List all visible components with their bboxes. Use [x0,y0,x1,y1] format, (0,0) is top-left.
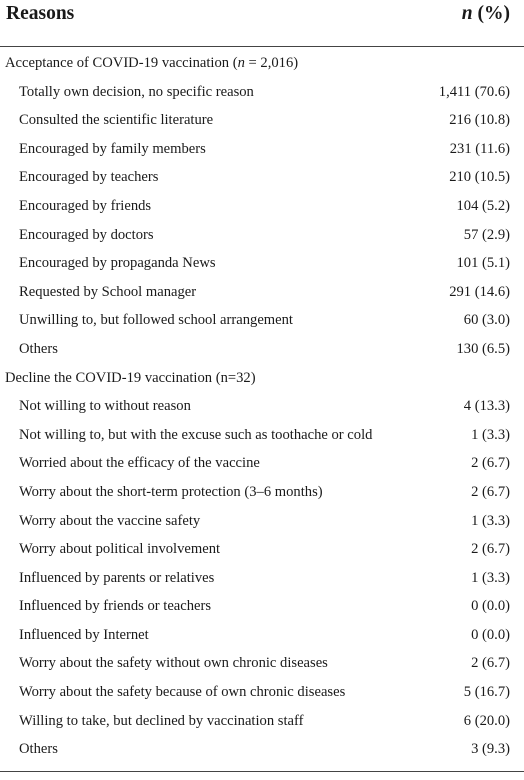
row-value: 0 (0.0) [471,626,510,643]
acceptance-title-suffix: = 2,016) [244,55,299,71]
table-header [0,0,524,47]
row-value: 291 (14.6) [449,283,510,300]
row-label: Not willing to, but with the excuse such as toothache or cold [19,426,373,443]
row-label: Others [19,340,58,357]
table-row [0,449,524,478]
row-value: 130 (6.5) [456,340,510,357]
row-label: Others [19,741,58,758]
row-value: 1,411 (70.6) [438,83,510,100]
row-label: Worry about political involvement [19,541,221,558]
row-value: 2 (6.7) [471,655,510,672]
table-row [0,249,524,278]
row-value: 1 (3.3) [471,426,510,443]
decline-group-header [0,364,524,393]
table-row [0,678,524,707]
table-body [0,49,524,764]
table-row [0,535,524,564]
table-bottom-rule [0,771,524,772]
table-row [0,192,524,221]
row-value: 2 (6.7) [471,541,510,558]
row-value: 1 (3.3) [471,569,510,586]
row-label: Not willing to without reason [19,398,191,415]
row-label: Unwilling to, but followed school arrangement [19,312,293,329]
table-row [0,649,524,678]
table-row [0,592,524,621]
row-label: Influenced by friends or teachers [19,598,212,615]
table-row [0,278,524,307]
acceptance-title-prefix: Acceptance of COVID-19 vaccination ( [5,55,238,71]
row-value: 3 (9.3) [471,741,510,758]
row-label: Worry about the vaccine safety [19,512,201,529]
row-value: 2 (6.7) [471,455,510,472]
table-row [0,707,524,736]
row-label: Worry about the safety without own chronic diseases [19,655,328,672]
row-value: 101 (5.1) [456,255,510,272]
acceptance-group-title [5,49,298,78]
table-row [0,478,524,507]
acceptance-title-n: n [237,55,245,71]
table-row [0,335,524,364]
row-label: Worried about the efficacy of the vaccine [19,455,260,472]
table-row [0,221,524,250]
acceptance-group-header [0,49,524,78]
row-value: 4 (13.3) [463,398,510,415]
row-label: Influenced by Internet [19,626,149,643]
row-label: Encouraged by teachers [19,169,159,186]
row-value: 60 (3.0) [463,312,510,329]
table-row [0,106,524,135]
table-row [0,564,524,593]
row-label: Encouraged by propaganda News [19,255,216,272]
row-label: Totally own decision, no specific reason [19,83,254,100]
table-row [0,421,524,450]
row-label: Willing to take, but declined by vaccination staff [19,712,304,729]
reasons-column-header: Reasons [6,3,75,24]
n-percent-column-header [462,3,510,25]
table-row [0,735,524,764]
row-label: Encouraged by doctors [19,226,154,243]
row-value: 104 (5.2) [456,197,510,214]
row-value: 231 (11.6) [449,140,510,157]
row-value: 1 (3.3) [471,512,510,529]
decline-group-title: Decline the COVID-19 vaccination (n=32) [5,369,256,386]
row-value: 210 (10.5) [449,169,510,186]
n-symbol: n [461,3,473,24]
row-value: 216 (10.8) [449,112,510,129]
row-value: 5 (16.7) [463,684,510,701]
row-value: 57 (2.9) [463,226,510,243]
row-value: 2 (6.7) [471,483,510,500]
row-label: Encouraged by family members [19,140,206,157]
percent-label: (%) [472,3,510,24]
row-value: 0 (0.0) [471,598,510,615]
row-label: Worry about the short-term protection (3–6 months) [19,483,323,500]
table-row [0,621,524,650]
row-label: Requested by School manager [19,283,197,300]
table-row [0,306,524,335]
row-label: Worry about the safety because of own chronic diseases [19,684,346,701]
table-row [0,135,524,164]
table-row [0,507,524,536]
row-label: Consulted the scientific literature [19,112,214,129]
row-label: Influenced by parents or relatives [19,569,215,586]
table-row [0,78,524,107]
table-row [0,163,524,192]
row-value: 6 (20.0) [463,712,510,729]
row-label: Encouraged by friends [19,197,152,214]
table-row [0,392,524,421]
